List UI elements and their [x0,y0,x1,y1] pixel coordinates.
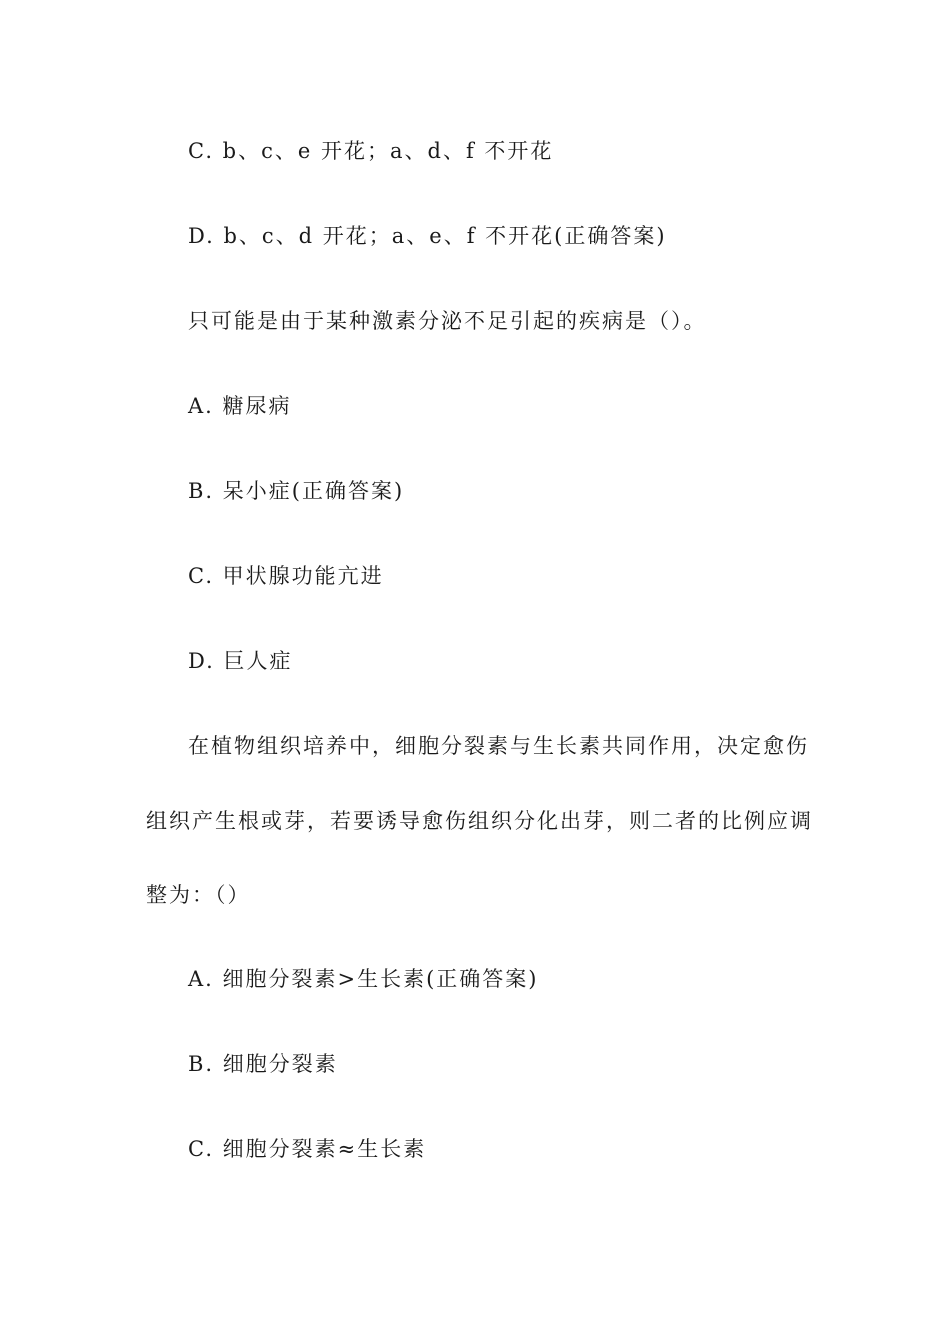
question-1-option-a: A. 糖尿病 [188,394,292,418]
question-1-option-d: D. 巨人症 [188,649,293,673]
question-2-option-c: C. 细胞分裂素≈生长素 [188,1137,427,1161]
question-2-stem-line-2: 组织产生根或芽，若要诱导愈伤组织分化出芽，则二者的比例应调 [146,809,813,833]
question-2-option-b: B. 细胞分裂素 [188,1052,338,1076]
question-1-option-b: B. 呆小症(正确答案) [188,479,405,503]
question-1-stem: 只可能是由于某种激素分泌不足引起的疾病是（）。 [188,309,707,333]
question-2-stem-line-3: 整为：（） [146,883,251,907]
option-c-prev: C. b、c、e 开花；a、d、f 不开花 [188,139,554,163]
question-1-option-c: C. 甲状腺功能亢进 [188,564,384,588]
option-d-prev: D. b、c、d 开花；a、e、f 不开花(正确答案) [188,224,667,248]
question-2-option-a: A. 细胞分裂素>生长素(正确答案) [188,967,539,991]
question-2-stem-line-1: 在植物组织培养中，细胞分裂素与生长素共同作用，决定愈伤 [188,734,809,758]
